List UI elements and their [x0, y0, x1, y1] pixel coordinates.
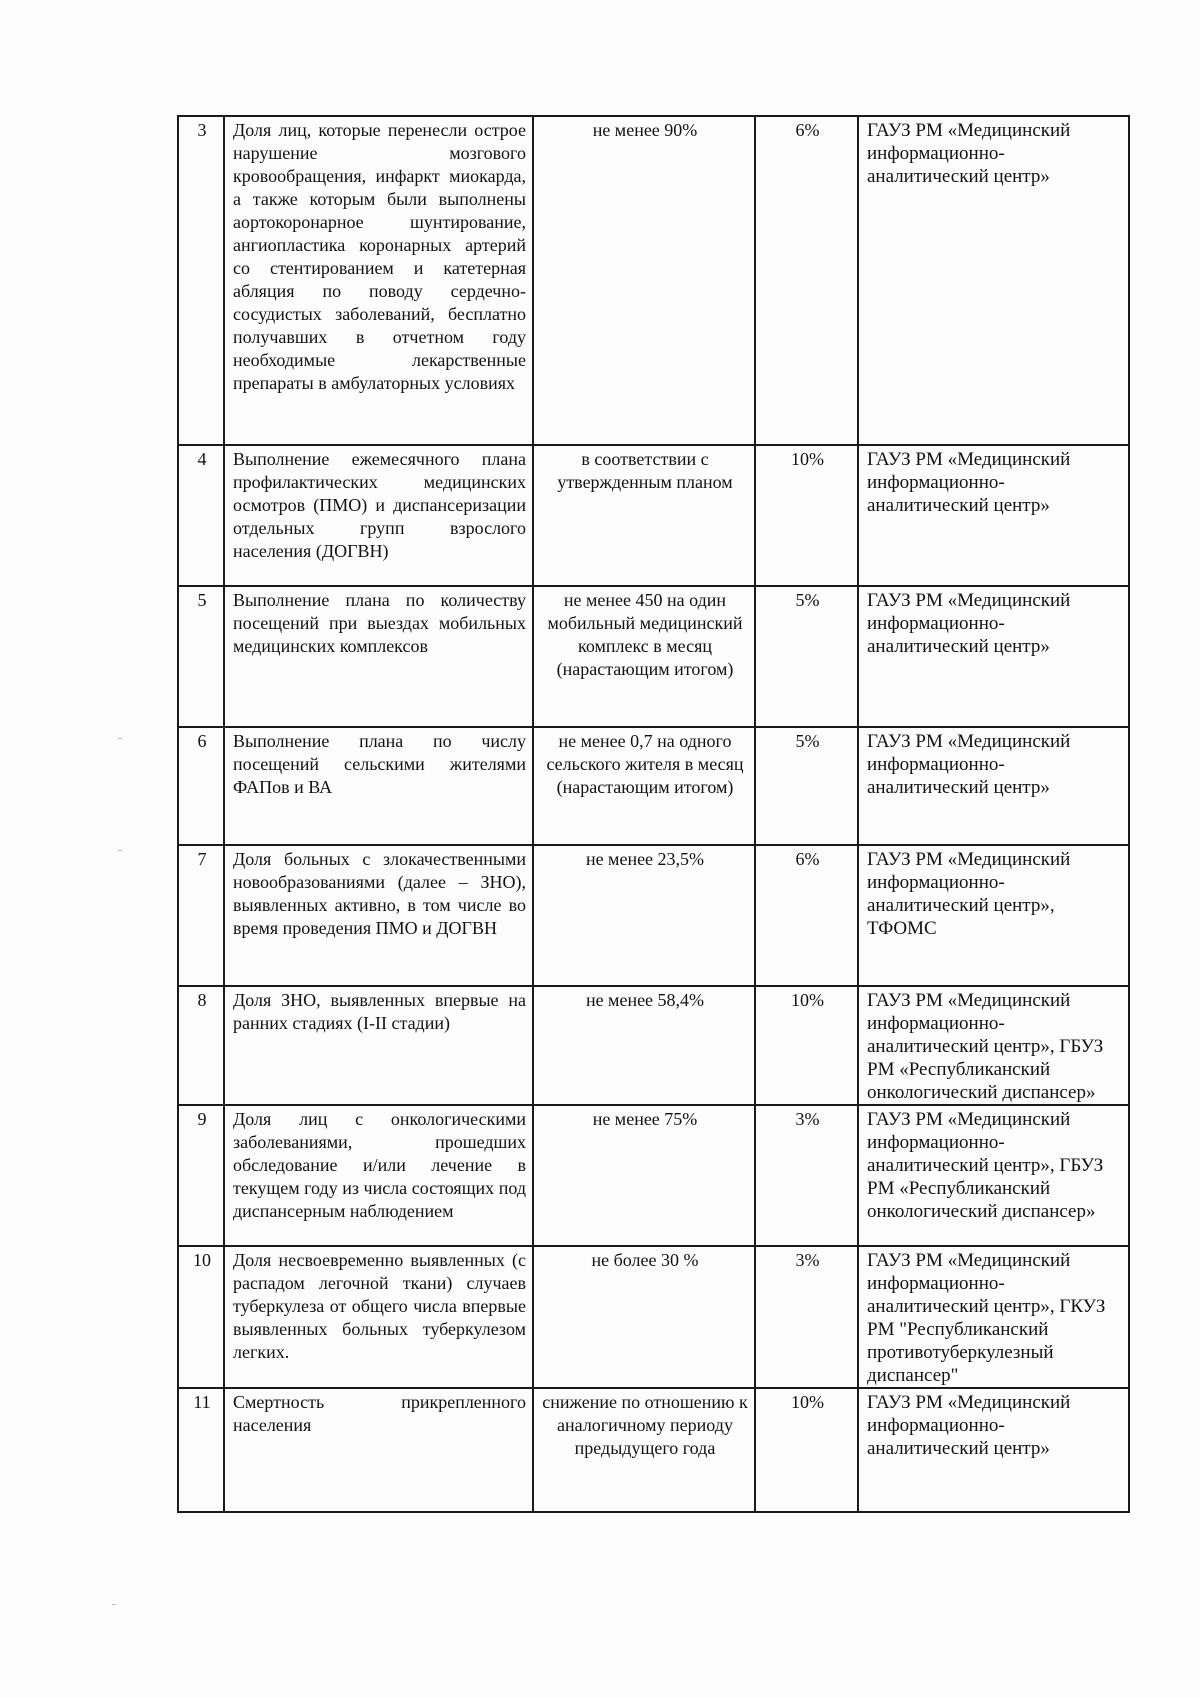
- weight-value: 5%: [755, 586, 858, 727]
- row-number: 8: [178, 986, 224, 1105]
- indicator-name: Выполнение плана по количеству посещений при выездах мобильных медицинских комплексов: [233, 590, 526, 656]
- target-value: не менее 58,4%: [585, 990, 705, 1010]
- data-source: ГАУЗ РМ «Медицинский информационно-аналитический центр»: [867, 120, 1071, 187]
- indicator-name: Доля больных с злокачественными новообразованиями (далее – ЗНО), выявленных активно, в том числе во время проведения ПМО и ДОГВН: [233, 849, 526, 938]
- table-row: [178, 1246, 1129, 1388]
- target-value: не менее 0,7 на одного сельского жителя в месяц (нарастающим итогом): [546, 731, 744, 797]
- target-value: не менее 450 на один мобильный медицинский комплекс в месяц (нарастающим итогом): [547, 590, 743, 679]
- scan-speck: [118, 850, 122, 851]
- table-row: [178, 1105, 1129, 1246]
- indicator-name: Доля лиц с онкологическими заболеваниями, прошедших обследование и/или лечение в текущем году из числа состоящих под диспансерным наблюдением: [233, 1109, 526, 1221]
- indicator-name: Доля несвоевременно выявленных (с распадом легочной ткани) случаев туберкулеза от общего числа впервые выявленных больных туберкулезом легких.: [233, 1250, 526, 1362]
- weight-value: 3%: [755, 1246, 858, 1388]
- indicator-name: Доля ЗНО, выявленных впервые на ранних стадиях (I-II стадии): [233, 990, 526, 1033]
- table-row: [178, 445, 1129, 586]
- target-value: не более 30 %: [591, 1250, 699, 1270]
- row-number: 3: [178, 116, 224, 445]
- weight-value: 6%: [755, 845, 858, 986]
- target-value: не менее 23,5%: [585, 849, 705, 869]
- weight-value: 10%: [755, 445, 858, 586]
- table-row: [178, 986, 1129, 1105]
- row-number: 6: [178, 727, 224, 845]
- row-number: 10: [178, 1246, 224, 1388]
- data-source: ГАУЗ РМ «Медицинский информационно-аналитический центр», ГБУЗ РМ «Республиканский онкологический диспансер»: [867, 990, 1104, 1103]
- weight-value: 6%: [755, 116, 858, 445]
- table-row: [178, 116, 1129, 445]
- indicator-name: Выполнение плана по числу посещений сельскими жителями ФАПов и ВА: [233, 731, 526, 797]
- weight-value: 3%: [755, 1105, 858, 1246]
- data-source: ГАУЗ РМ «Медицинский информационно-аналитический центр»: [867, 590, 1071, 657]
- data-source: ГАУЗ РМ «Медицинский информационно-аналитический центр»: [867, 449, 1071, 516]
- data-source: ГАУЗ РМ «Медицинский информационно-аналитический центр», ГКУЗ РМ "Республиканский противотуберкулезный диспансер": [867, 1250, 1106, 1386]
- indicator-name: Выполнение ежемесячного плана профилактических медицинских осмотров (ПМО) и диспансеризации отдельных групп взрослого населения (ДОГВН): [233, 449, 526, 561]
- table-row: [178, 727, 1129, 845]
- scan-speck: [112, 1604, 116, 1605]
- table-row: [178, 586, 1129, 727]
- data-source: ГАУЗ РМ «Медицинский информационно-аналитический центр», ГБУЗ РМ «Республиканский онкологический диспансер»: [867, 1109, 1104, 1222]
- table-row: [178, 1388, 1129, 1512]
- data-source: ГАУЗ РМ «Медицинский информационно-аналитический центр», ТФОМС: [867, 849, 1071, 939]
- target-value: снижение по отношению к аналогичному периоду предыдущего года: [542, 1392, 748, 1458]
- indicator-name: Смертность прикрепленного населения: [233, 1392, 526, 1435]
- row-number: 7: [178, 845, 224, 986]
- table-row: [178, 845, 1129, 986]
- indicator-name: Доля лиц, которые перенесли острое нарушение мозгового кровообращения, инфаркт миокарда, а также которым были выполнены аортокоронарное шунтирование, ангиопластика коронарных артерий со стентированием и катетерная абляция по поводу сердечно-сосудистых заболеваний, бесплатно получавших в отчетном году необходимые лекарственные препараты в амбулаторных условиях: [233, 120, 526, 393]
- row-number: 4: [178, 445, 224, 586]
- target-value: не менее 75%: [592, 1109, 698, 1129]
- scan-speck: [118, 738, 122, 739]
- row-number: 5: [178, 586, 224, 727]
- target-value: в соответствии с утвержденным планом: [557, 449, 733, 492]
- row-number: 11: [178, 1388, 224, 1512]
- weight-value: 10%: [755, 1388, 858, 1512]
- indicators-table: [177, 115, 1130, 1513]
- data-source: ГАУЗ РМ «Медицинский информационно-аналитический центр»: [867, 731, 1071, 798]
- row-number: 9: [178, 1105, 224, 1246]
- data-source: ГАУЗ РМ «Медицинский информационно-аналитический центр»: [867, 1392, 1071, 1459]
- weight-value: 10%: [755, 986, 858, 1105]
- target-value: не менее 90%: [592, 120, 698, 140]
- weight-value: 5%: [755, 727, 858, 845]
